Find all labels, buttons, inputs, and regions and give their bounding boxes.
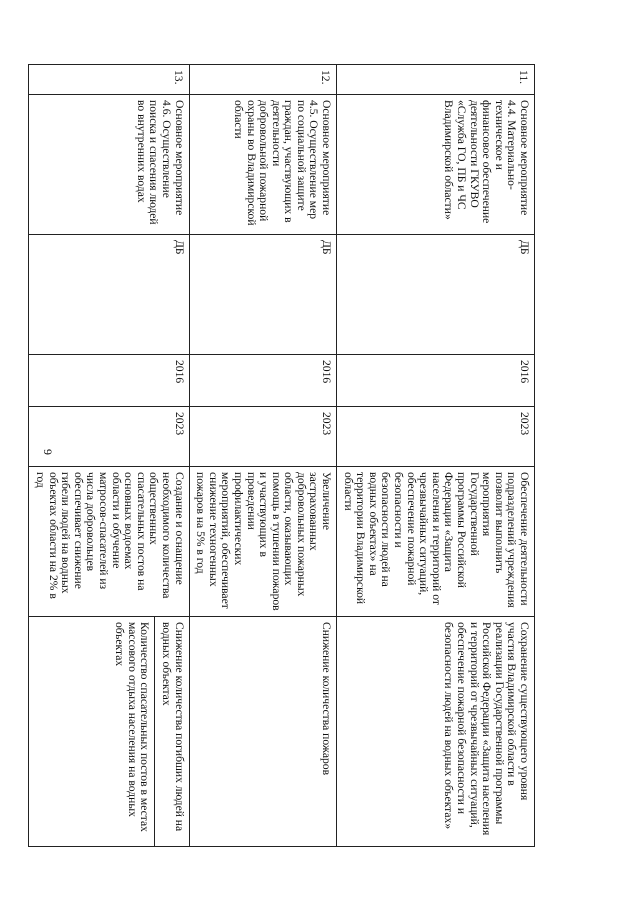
activity-cell: Основное мероприятие 4.4. Материально-техническое и финансовое обеспечение деятельности ГКУВО «Служба ГО, ПБ и ЧС Владимирской области» bbox=[337, 95, 535, 235]
executor-cell: ДБ bbox=[337, 235, 535, 355]
activity-cell: Основное мероприятие 4.6. Осуществление поиска и спасения людей во внутренних водах bbox=[29, 95, 189, 235]
start-year-cell: 2016 bbox=[337, 355, 535, 407]
table-row bbox=[29, 65, 189, 847]
result-cell: Обеспечение деятельности подразделений учреждения позволит выполнить мероприятия Государственной программы Российской Федерации «Защита населения и территорий от чрезвычайных ситуаций, обеспечение пожарной безопасности и безопасности людей на водных объектах» на территории Владимирской области bbox=[337, 467, 535, 617]
rotated-table-container bbox=[34, 64, 535, 846]
indicator-cell: Сохранение существующего уровня участия Владимирской области в реализации Государственной программы Российской Федерации «Защита населения и территорий от чрезвычайных ситуаций, обеспечение пожарной безопасности и безопасности людей на водных объектах» bbox=[337, 617, 535, 847]
activity-cell: Основное мероприятие 4.5. Осуществление мер по социальной защите граждан, участвующих в деятельности добровольной пожарной охраны во Владимирской области bbox=[189, 95, 337, 235]
end-year-cell: 2023 bbox=[189, 407, 337, 467]
indicator-item: Снижение количества погибших людей на водных объектах bbox=[159, 622, 186, 832]
indicator-cell bbox=[29, 617, 189, 847]
activities-table bbox=[28, 64, 535, 847]
start-year-cell: 2016 bbox=[189, 355, 337, 407]
executor-cell: ДБ bbox=[189, 235, 337, 355]
table-row bbox=[189, 65, 337, 847]
indicator-cell: Снижение количества пожаров bbox=[189, 617, 337, 847]
row-number: 12. bbox=[189, 65, 337, 95]
start-year-cell: 2016 bbox=[29, 355, 189, 407]
result-cell: Увеличение застрахованных добровольных пожарных области, оказывающих помощь в тушении пожаров и участвующих в проведении профилактических мероприятий, обеспечивает снижение техногенных пожаров на 5% в год bbox=[189, 467, 337, 617]
indicator-item: Количество спасательных постов в местах массового отдыха населения на водных объектах bbox=[109, 617, 156, 846]
page-number: 6 bbox=[40, 449, 55, 455]
table-row bbox=[337, 65, 535, 847]
row-number: 11. bbox=[337, 65, 535, 95]
end-year-cell: 2023 bbox=[29, 407, 189, 467]
result-cell: Создание и оснащение необходимого количества общественных спасательных постов на основных водоемах области и обучение матросов-спасателей из числа добровольцев обеспечивает снижение гибели людей на водных объектах области на 2% в год bbox=[29, 467, 189, 617]
row-number: 13. bbox=[29, 65, 189, 95]
end-year-cell: 2023 bbox=[337, 407, 535, 467]
executor-cell: ДБ bbox=[29, 235, 189, 355]
